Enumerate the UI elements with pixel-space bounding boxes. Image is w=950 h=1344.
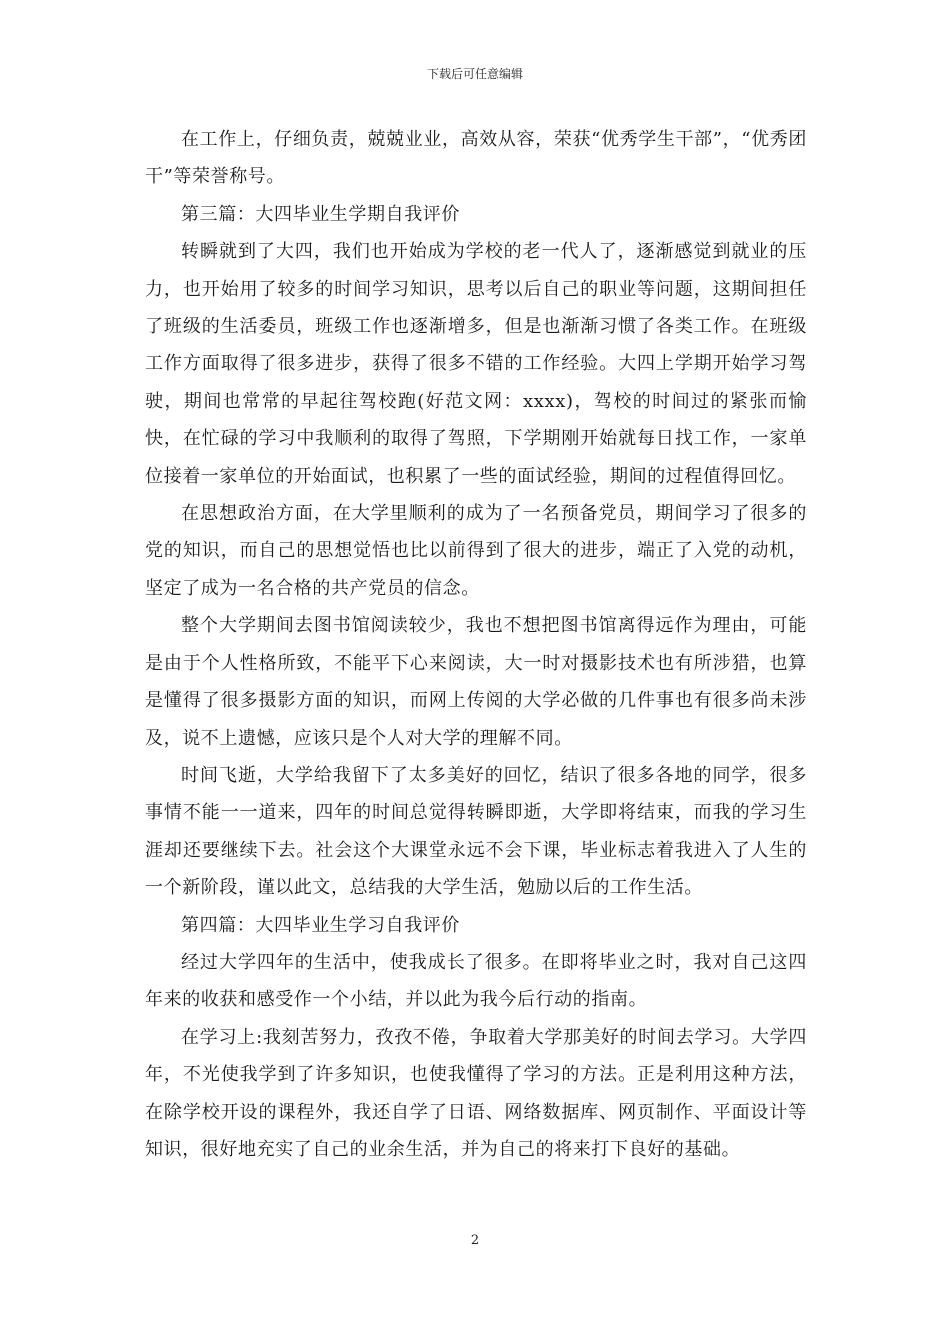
paragraph-memories: 时间飞逝，大学给我留下了太多美好的回忆，结识了很多各地的同学，很多事情不能一一道来，四年的时间总觉得转瞬即逝，大学即将结束，而我的学习生涯却还要继续下去。社会这个大课堂永远不会下课，毕业标志着我进入了人生的一个新阶段，谨以此文，总结我的大学生活，勉励以后的工作生活。 bbox=[145, 764, 807, 899]
document-body bbox=[145, 121, 807, 1168]
page-number: 2 bbox=[470, 1233, 480, 1248]
paragraph-work-honors: 在工作上，仔细负责，兢兢业业，高效从容，荣获“优秀学生干部”，“优秀团干”等荣誉称号。 bbox=[145, 129, 807, 188]
paragraph-study: 在学习上:我刻苦努力，孜孜不倦，争取着大学那美好的时间去学习。大学四年，不光使我学到了许多知识，也使我懂得了学习的方法。正是利用这种方法，在除学校开设的课程外，我还自学了日语、网络数据库、网页制作、平面设计等知识，很好地充实了自己的业余生活，并为自己的将来打下良好的基础。 bbox=[145, 1026, 807, 1160]
paragraph-library-reading: 整个大学期间去图书馆阅读较少，我也不想把图书馆离得远作为理由，可能是由于个人性格所致，不能平下心来阅读，大一时对摄影技术也有所涉猎，也算是懂得了很多摄影方面的知识，而网上传阅的大学必做的几件事也有很多尚未涉及，说不上遗憾，应该只是个人对大学的理解不同。 bbox=[145, 615, 807, 749]
paragraph-senior-year: 转瞬就到了大四，我们也开始成为学校的老一代人了，逐渐感觉到就业的压力，也开始用了较多的时间学习知识，思考以后自己的职业等问题，这期间担任了班级的生活委员，班级工作也逐渐增多，但是也渐渐习惯了各类工作。在班级工作方面取得了很多进步，获得了很多不错的工作经验。大四上学期开始学习驾驶，期间也常常的早起往驾校跑(好范文网：xxxx)，驾校的时间过的紧张而愉快，在忙碌的学习中我顺利的取得了驾照，下学期刚开始就每日找工作，一家单位接着一家单位的开始面试，也积累了一些的面试经验，期间的过程值得回忆。 bbox=[145, 241, 807, 487]
section-heading-part-four: 第四篇：大四毕业生学习自我评价 bbox=[181, 914, 460, 936]
page-header: 下载后可任意编辑 bbox=[426, 67, 523, 81]
paragraph-four-years-summary: 经过大学四年的生活中，使我成长了很多。在即将毕业之时，我对自己这四年来的收获和感受作一个小结，并以此为我今后行动的指南。 bbox=[145, 951, 807, 1011]
paragraph-political-thought: 在思想政治方面，在大学里顺利的成为了一名预备党员，期间学习了很多的党的知识，而自己的思想觉悟也比以前得到了很大的进步，端正了入党的动机，坚定了成为一名合格的共产党员的信念。 bbox=[145, 503, 807, 599]
section-heading-part-three: 第三篇：大四毕业生学期自我评价 bbox=[181, 203, 460, 225]
